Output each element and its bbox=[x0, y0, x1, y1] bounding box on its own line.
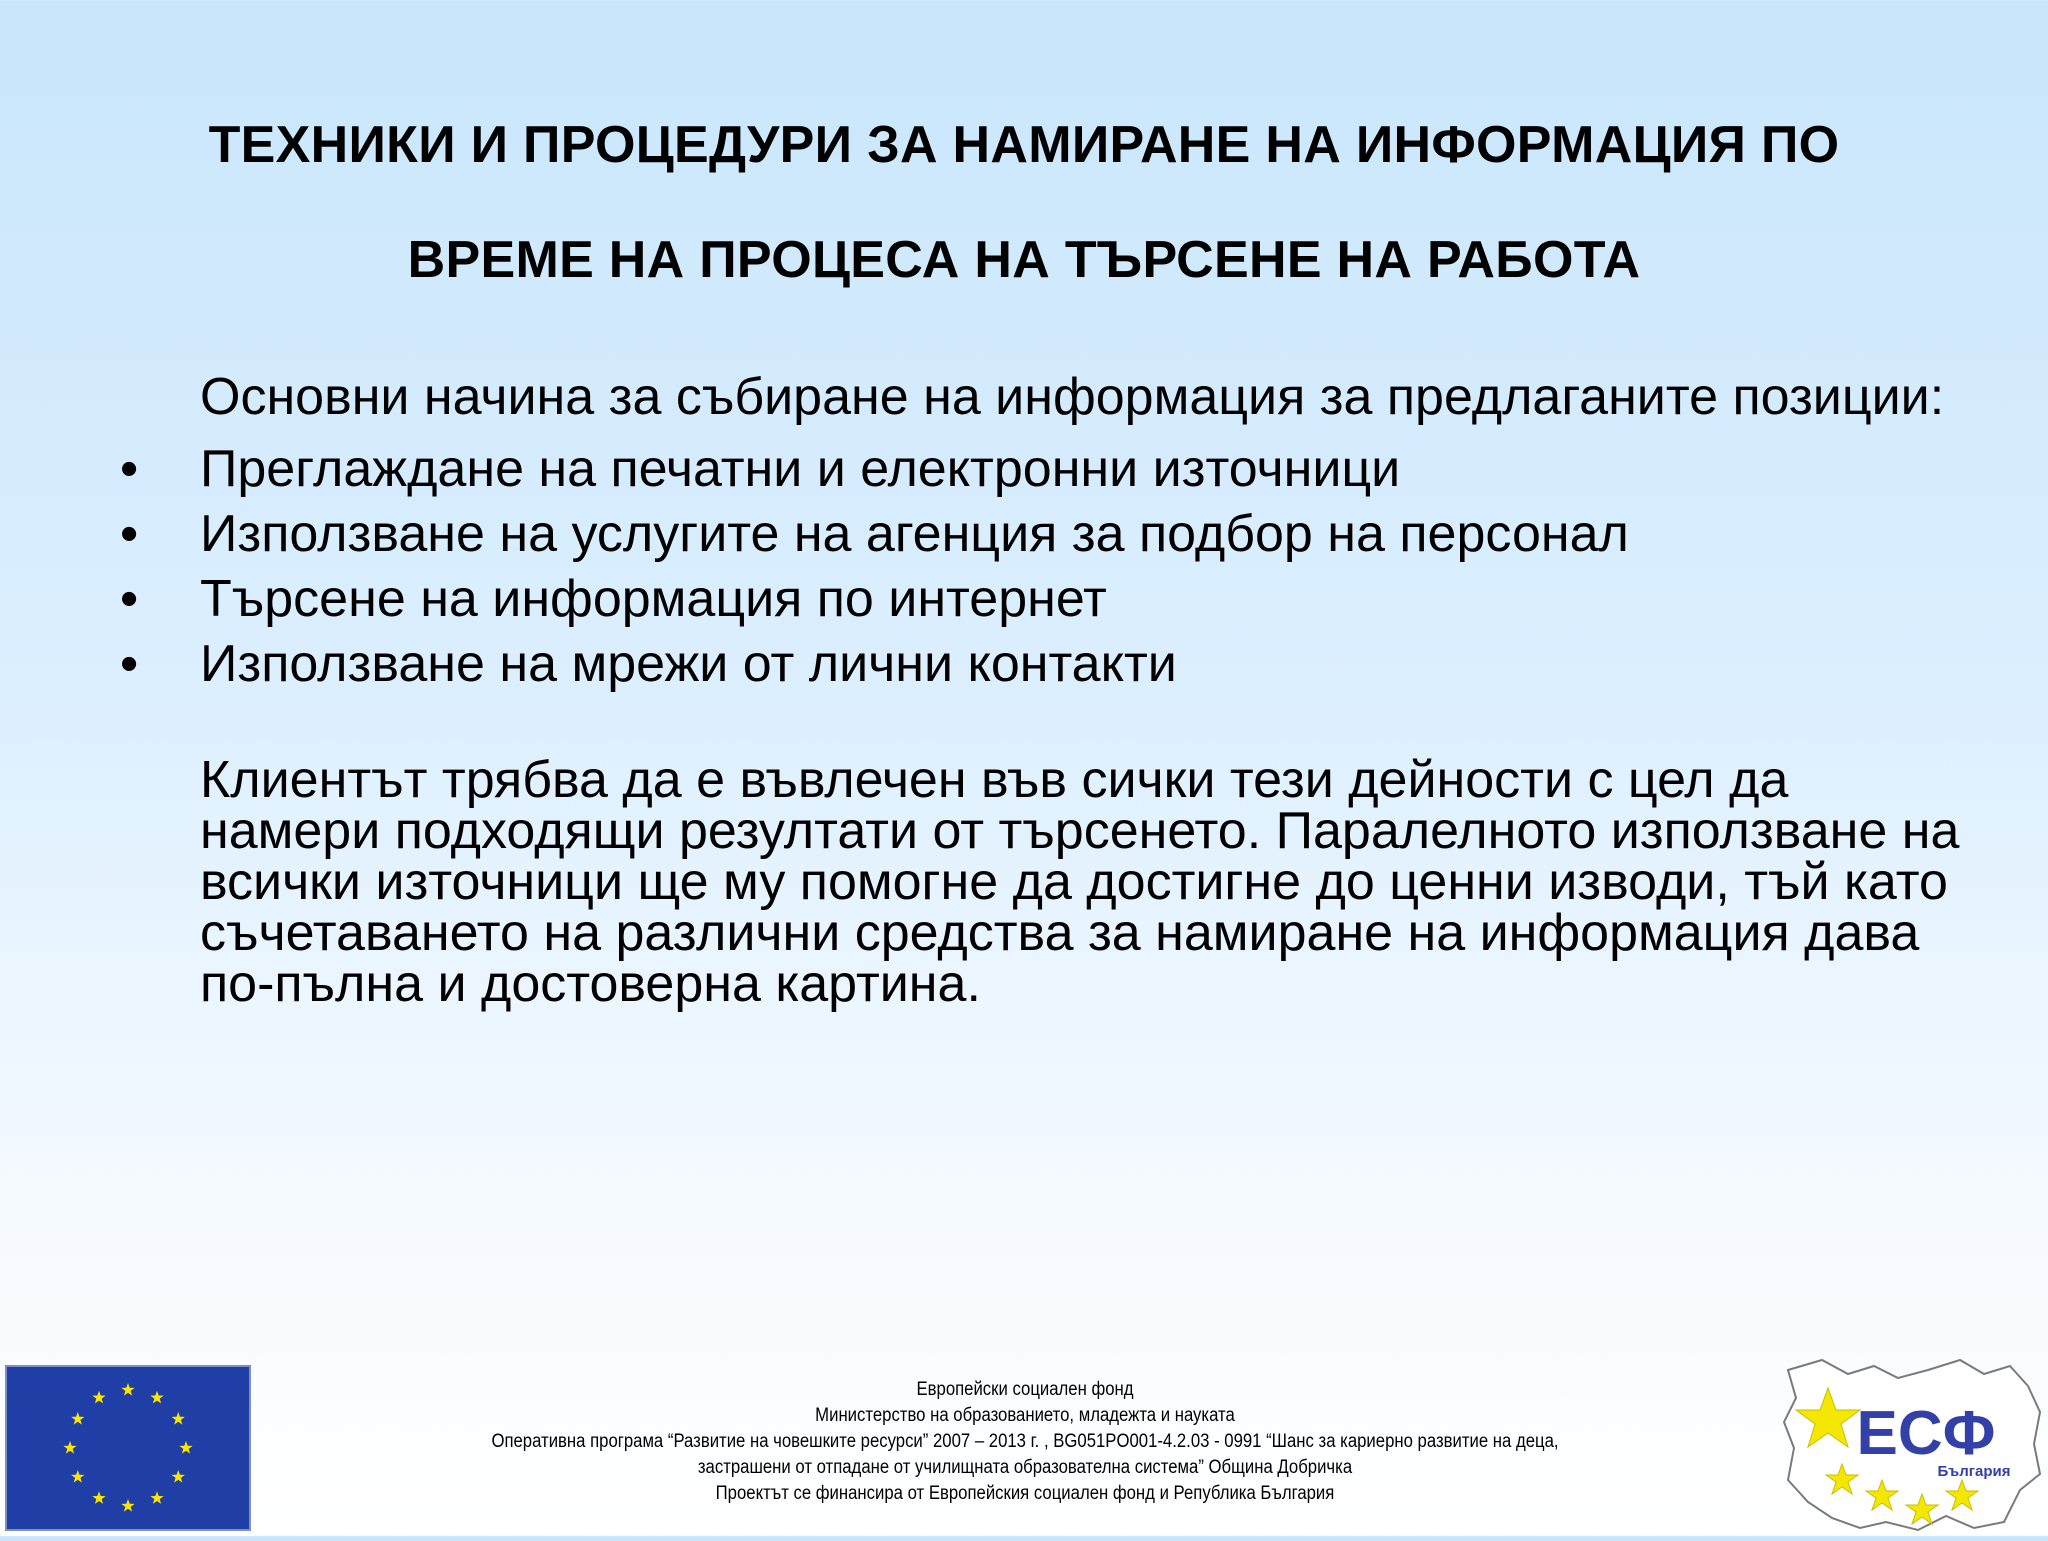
list-item bbox=[120, 632, 1960, 697]
list-item bbox=[120, 437, 1960, 502]
footer-funding-text bbox=[457, 1377, 1592, 1507]
bullet-icon: • bbox=[120, 635, 139, 693]
footer-line: застрашени от отпадане от училищната образователна система” Община Добричка bbox=[697, 1457, 1353, 1478]
footer-line: Проектът се финансира от Европейския социален фонд и Република България bbox=[715, 1483, 1335, 1504]
eu-flag-icon bbox=[5, 1365, 251, 1531]
slide-body bbox=[120, 368, 1960, 1013]
bullet-icon: • bbox=[120, 440, 139, 498]
bullet-icon: • bbox=[120, 505, 139, 563]
intro-paragraph: Основни начина за събиране на информация за предлаганите позиции: bbox=[200, 368, 1945, 426]
bullet-text: Използване на услугите на агенция за подбор на персонал bbox=[200, 505, 1629, 563]
esf-logo-text: ЕСФ bbox=[1856, 1399, 1996, 1468]
esf-logo-subtext: България bbox=[1937, 1463, 2011, 1480]
list-item bbox=[120, 502, 1960, 567]
footer-line: Оперативна програма “Развитие на човешките ресурси” 2007 – 2013 г. , BG051PO001-4.2.03 - 0991 “Шанс за кариерно развитие на деца, bbox=[491, 1431, 1559, 1452]
title-line-1: ТЕХНИКИ И ПРОЦЕДУРИ ЗА НАМИРАНЕ НА ИНФОРМАЦИЯ ПО bbox=[208, 116, 1840, 174]
bullet-icon: • bbox=[120, 570, 139, 628]
closing-paragraph: Клиентът трябва да е въвлечен във сички тези дейности с цел да намери подходящи резултати от търсенето. Паралелното използване на всички източници ще му помогне да достигне до ценни изводи, тъй като съчетаването на различни средства за намиране на информация дава по-пълна и достоверна картина. bbox=[200, 751, 1960, 1013]
footer-line: Министерство на образованието, младежта и науката bbox=[815, 1405, 1235, 1426]
title-line-2: ВРЕМЕ НА ПРОЦЕСА НА ТЪРСЕНЕ НА РАБОТА bbox=[407, 231, 1641, 289]
bullet-list bbox=[120, 437, 1960, 697]
bullet-text: Търсене на информация по интернет bbox=[200, 570, 1107, 628]
bullet-text: Използване на мрежи от лични контакти bbox=[200, 635, 1177, 693]
slide-title bbox=[90, 88, 1958, 318]
bullet-text: Преглаждане на печатни и електронни източници bbox=[200, 440, 1401, 498]
footer-line: Европейски социален фонд bbox=[916, 1379, 1134, 1400]
list-item bbox=[120, 567, 1960, 632]
esf-bulgaria-logo bbox=[1778, 1352, 2048, 1536]
